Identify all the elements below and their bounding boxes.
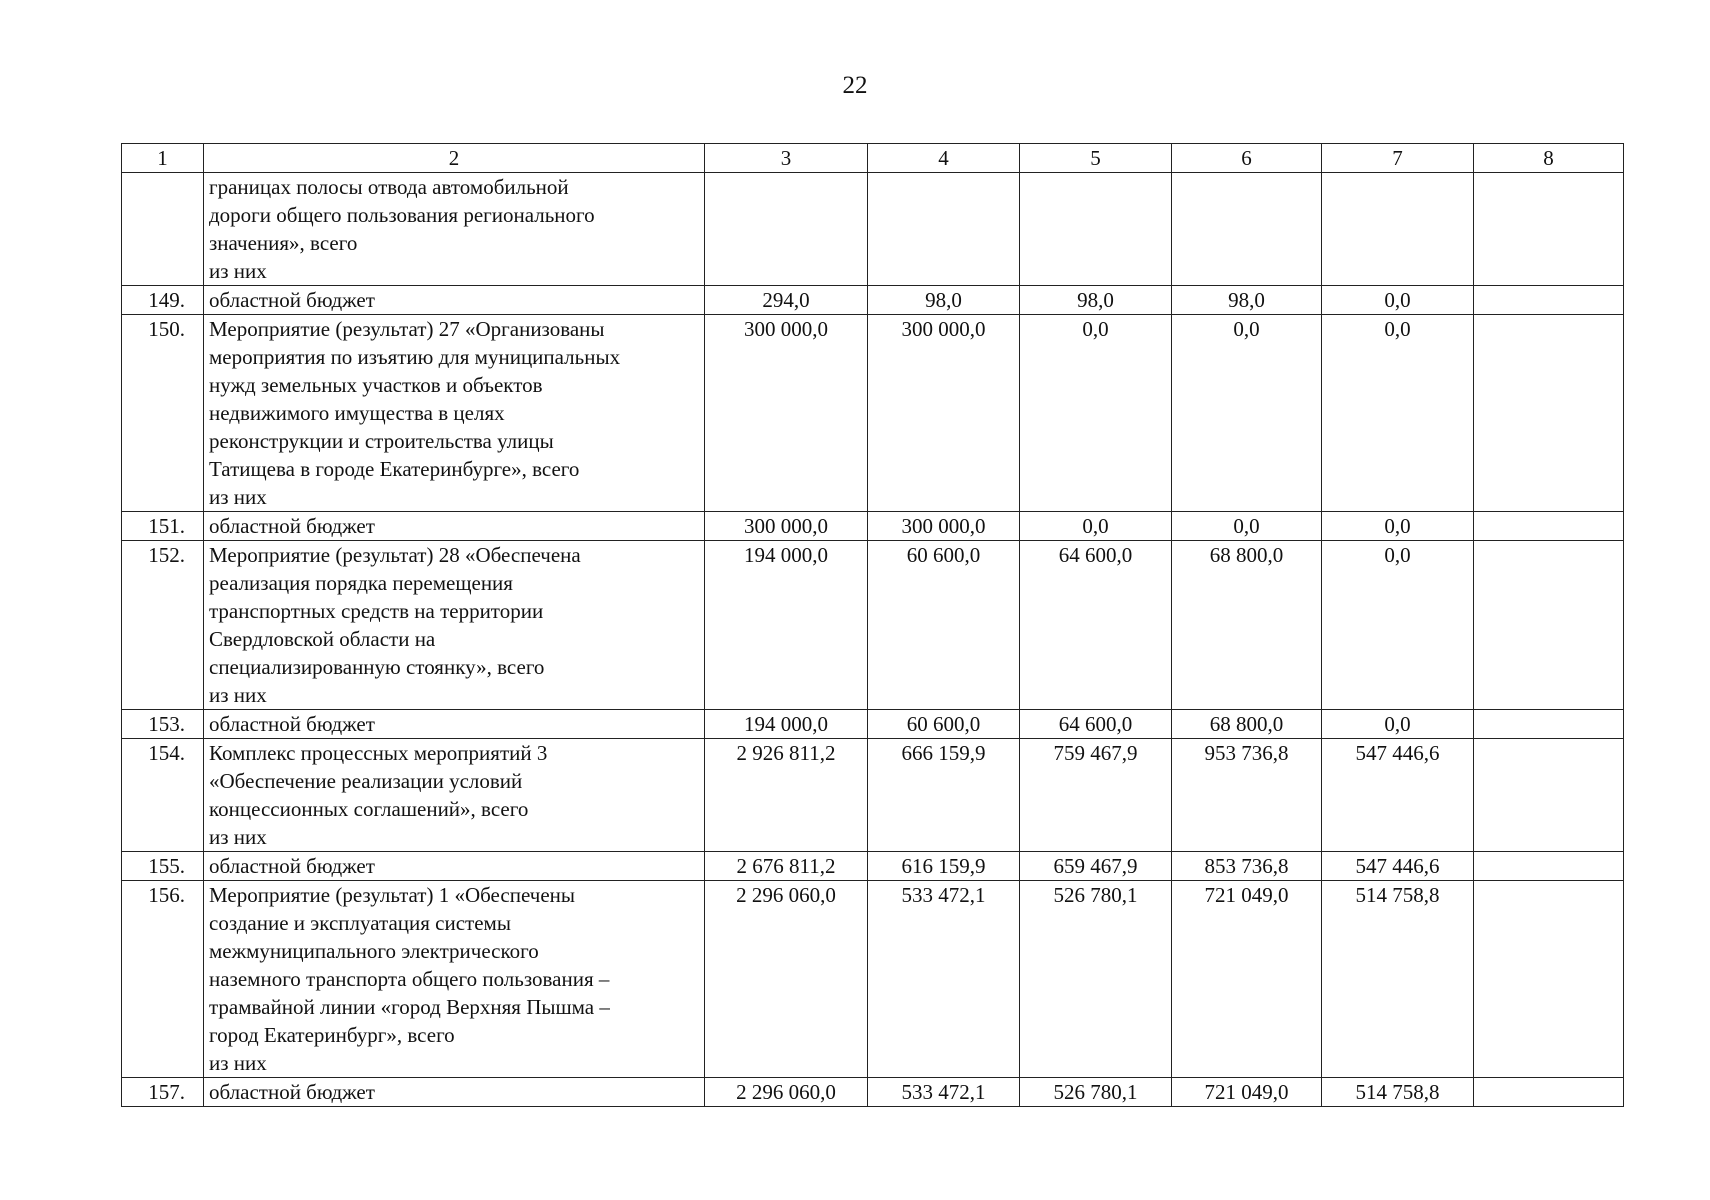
row-number: 152.	[122, 541, 204, 710]
description-line: создание и эксплуатация системы	[209, 911, 511, 935]
description-line: дороги общего пользования регионального	[209, 203, 595, 227]
description-line: областной бюджет	[209, 712, 375, 736]
value-cell-col-7: 514 758,8	[1322, 881, 1474, 1078]
value-cell-col-7: 547 446,6	[1322, 739, 1474, 852]
description-line: нужд земельных участков и объектов	[209, 373, 543, 397]
description-line: город Екатеринбург», всего	[209, 1023, 455, 1047]
row-description	[204, 1078, 705, 1107]
description-line: транспортных средств на территории	[209, 599, 544, 623]
row-description	[204, 739, 705, 852]
table-row	[122, 710, 1624, 739]
description-line: недвижимого имущества в целях	[209, 401, 505, 425]
value-cell-col-8	[1474, 173, 1624, 286]
value-cell-col-3: 294,0	[705, 286, 868, 315]
row-description	[204, 541, 705, 710]
description-line: областной бюджет	[209, 1080, 375, 1104]
description-line: из них	[209, 1051, 267, 1075]
value-cell-col-5: 64 600,0	[1020, 710, 1172, 739]
column-header: 4	[868, 144, 1020, 173]
value-cell-col-4: 666 159,9	[868, 739, 1020, 852]
column-header: 6	[1172, 144, 1322, 173]
description-line: из них	[209, 683, 267, 707]
value-cell-col-4: 300 000,0	[868, 315, 1020, 512]
value-cell-col-6: 68 800,0	[1172, 710, 1322, 739]
row-number: 155.	[122, 852, 204, 881]
row-description	[204, 173, 705, 286]
row-number: 150.	[122, 315, 204, 512]
row-number	[122, 173, 204, 286]
value-cell-col-6: 721 049,0	[1172, 881, 1322, 1078]
table-row	[122, 512, 1624, 541]
table-row	[122, 173, 1624, 286]
row-number: 157.	[122, 1078, 204, 1107]
value-cell-col-4: 533 472,1	[868, 881, 1020, 1078]
row-description	[204, 512, 705, 541]
value-cell-col-6: 721 049,0	[1172, 1078, 1322, 1107]
value-cell-col-5: 759 467,9	[1020, 739, 1172, 852]
value-cell-col-6: 98,0	[1172, 286, 1322, 315]
description-line: областной бюджет	[209, 514, 375, 538]
value-cell-col-3: 2 926 811,2	[705, 739, 868, 852]
value-cell-col-4: 533 472,1	[868, 1078, 1020, 1107]
description-line: мероприятия по изъятию для муниципальных	[209, 345, 621, 369]
value-cell-col-8	[1474, 286, 1624, 315]
value-cell-col-5: 0,0	[1020, 512, 1172, 541]
row-number: 149.	[122, 286, 204, 315]
row-description	[204, 315, 705, 512]
description-line: специализированную стоянку», всего	[209, 655, 545, 679]
description-line: наземного транспорта общего пользования –	[209, 967, 610, 991]
row-number: 154.	[122, 739, 204, 852]
value-cell-col-6: 953 736,8	[1172, 739, 1322, 852]
row-number: 156.	[122, 881, 204, 1078]
row-description	[204, 710, 705, 739]
row-description	[204, 286, 705, 315]
description-line: реализация порядка перемещения	[209, 571, 513, 595]
value-cell-col-5: 526 780,1	[1020, 1078, 1172, 1107]
value-cell-col-3: 194 000,0	[705, 710, 868, 739]
value-cell-col-5: 526 780,1	[1020, 881, 1172, 1078]
value-cell-col-7: 0,0	[1322, 512, 1474, 541]
value-cell-col-5: 0,0	[1020, 315, 1172, 512]
value-cell-col-6: 0,0	[1172, 315, 1322, 512]
description-line: Мероприятие (результат) 28 «Обеспечена	[209, 543, 581, 567]
value-cell-col-8	[1474, 1078, 1624, 1107]
row-number: 151.	[122, 512, 204, 541]
description-line: Свердловской области на	[209, 627, 436, 651]
description-line: значения», всего	[209, 231, 358, 255]
value-cell-col-6: 853 736,8	[1172, 852, 1322, 881]
description-line: Мероприятие (результат) 27 «Организованы	[209, 317, 605, 341]
value-cell-col-7: 0,0	[1322, 541, 1474, 710]
page-number: 22	[842, 72, 868, 99]
value-cell-col-7	[1322, 173, 1474, 286]
value-cell-col-8	[1474, 852, 1624, 881]
value-cell-col-7: 0,0	[1322, 315, 1474, 512]
description-line: из них	[209, 259, 267, 283]
table-row	[122, 881, 1624, 1078]
description-line: границах полосы отвода автомобильной	[209, 175, 569, 199]
description-line: Комплекс процессных мероприятий 3	[209, 741, 548, 765]
value-cell-col-4: 60 600,0	[868, 541, 1020, 710]
value-cell-col-3: 300 000,0	[705, 315, 868, 512]
value-cell-col-3	[705, 173, 868, 286]
value-cell-col-4: 616 159,9	[868, 852, 1020, 881]
value-cell-col-6	[1172, 173, 1322, 286]
description-line: Мероприятие (результат) 1 «Обеспечены	[209, 883, 575, 907]
value-cell-col-8	[1474, 315, 1624, 512]
value-cell-col-3: 2 676 811,2	[705, 852, 868, 881]
value-cell-col-3: 300 000,0	[705, 512, 868, 541]
value-cell-col-3: 2 296 060,0	[705, 881, 868, 1078]
column-header: 2	[204, 144, 705, 173]
description-line: областной бюджет	[209, 288, 375, 312]
description-line: концессионных соглашений», всего	[209, 797, 529, 821]
description-line: Татищева в городе Екатеринбурге», всего	[209, 457, 580, 481]
value-cell-col-7: 0,0	[1322, 710, 1474, 739]
value-cell-col-5: 659 467,9	[1020, 852, 1172, 881]
value-cell-col-5: 64 600,0	[1020, 541, 1172, 710]
row-description	[204, 881, 705, 1078]
value-cell-col-4: 300 000,0	[868, 512, 1020, 541]
table-row	[122, 852, 1624, 881]
value-cell-col-7: 0,0	[1322, 286, 1474, 315]
table-row	[122, 541, 1624, 710]
table-row	[122, 286, 1624, 315]
description-line: областной бюджет	[209, 854, 375, 878]
row-number: 153.	[122, 710, 204, 739]
value-cell-col-5: 98,0	[1020, 286, 1172, 315]
description-line: межмуниципального электрического	[209, 939, 539, 963]
table-row	[122, 315, 1624, 512]
value-cell-col-8	[1474, 512, 1624, 541]
column-header: 3	[705, 144, 868, 173]
table-header-row	[122, 144, 1624, 173]
value-cell-col-6: 68 800,0	[1172, 541, 1322, 710]
column-header: 5	[1020, 144, 1172, 173]
table-row	[122, 1078, 1624, 1107]
value-cell-col-6: 0,0	[1172, 512, 1322, 541]
description-line: из них	[209, 825, 267, 849]
table-row	[122, 739, 1624, 852]
description-line: трамвайной линии «город Верхняя Пышма –	[209, 995, 610, 1019]
value-cell-col-8	[1474, 739, 1624, 852]
column-header: 8	[1474, 144, 1624, 173]
value-cell-col-3: 2 296 060,0	[705, 1078, 868, 1107]
description-line: из них	[209, 485, 267, 509]
value-cell-col-8	[1474, 881, 1624, 1078]
description-line: реконструкции и строительства улицы	[209, 429, 554, 453]
value-cell-col-4: 60 600,0	[868, 710, 1020, 739]
budget-table	[121, 143, 1624, 1107]
description-line: «Обеспечение реализации условий	[209, 769, 523, 793]
value-cell-col-3: 194 000,0	[705, 541, 868, 710]
value-cell-col-4: 98,0	[868, 286, 1020, 315]
value-cell-col-5	[1020, 173, 1172, 286]
value-cell-col-7: 547 446,6	[1322, 852, 1474, 881]
value-cell-col-4	[868, 173, 1020, 286]
row-description	[204, 852, 705, 881]
column-header: 1	[122, 144, 204, 173]
column-header: 7	[1322, 144, 1474, 173]
value-cell-col-8	[1474, 541, 1624, 710]
value-cell-col-7: 514 758,8	[1322, 1078, 1474, 1107]
value-cell-col-8	[1474, 710, 1624, 739]
